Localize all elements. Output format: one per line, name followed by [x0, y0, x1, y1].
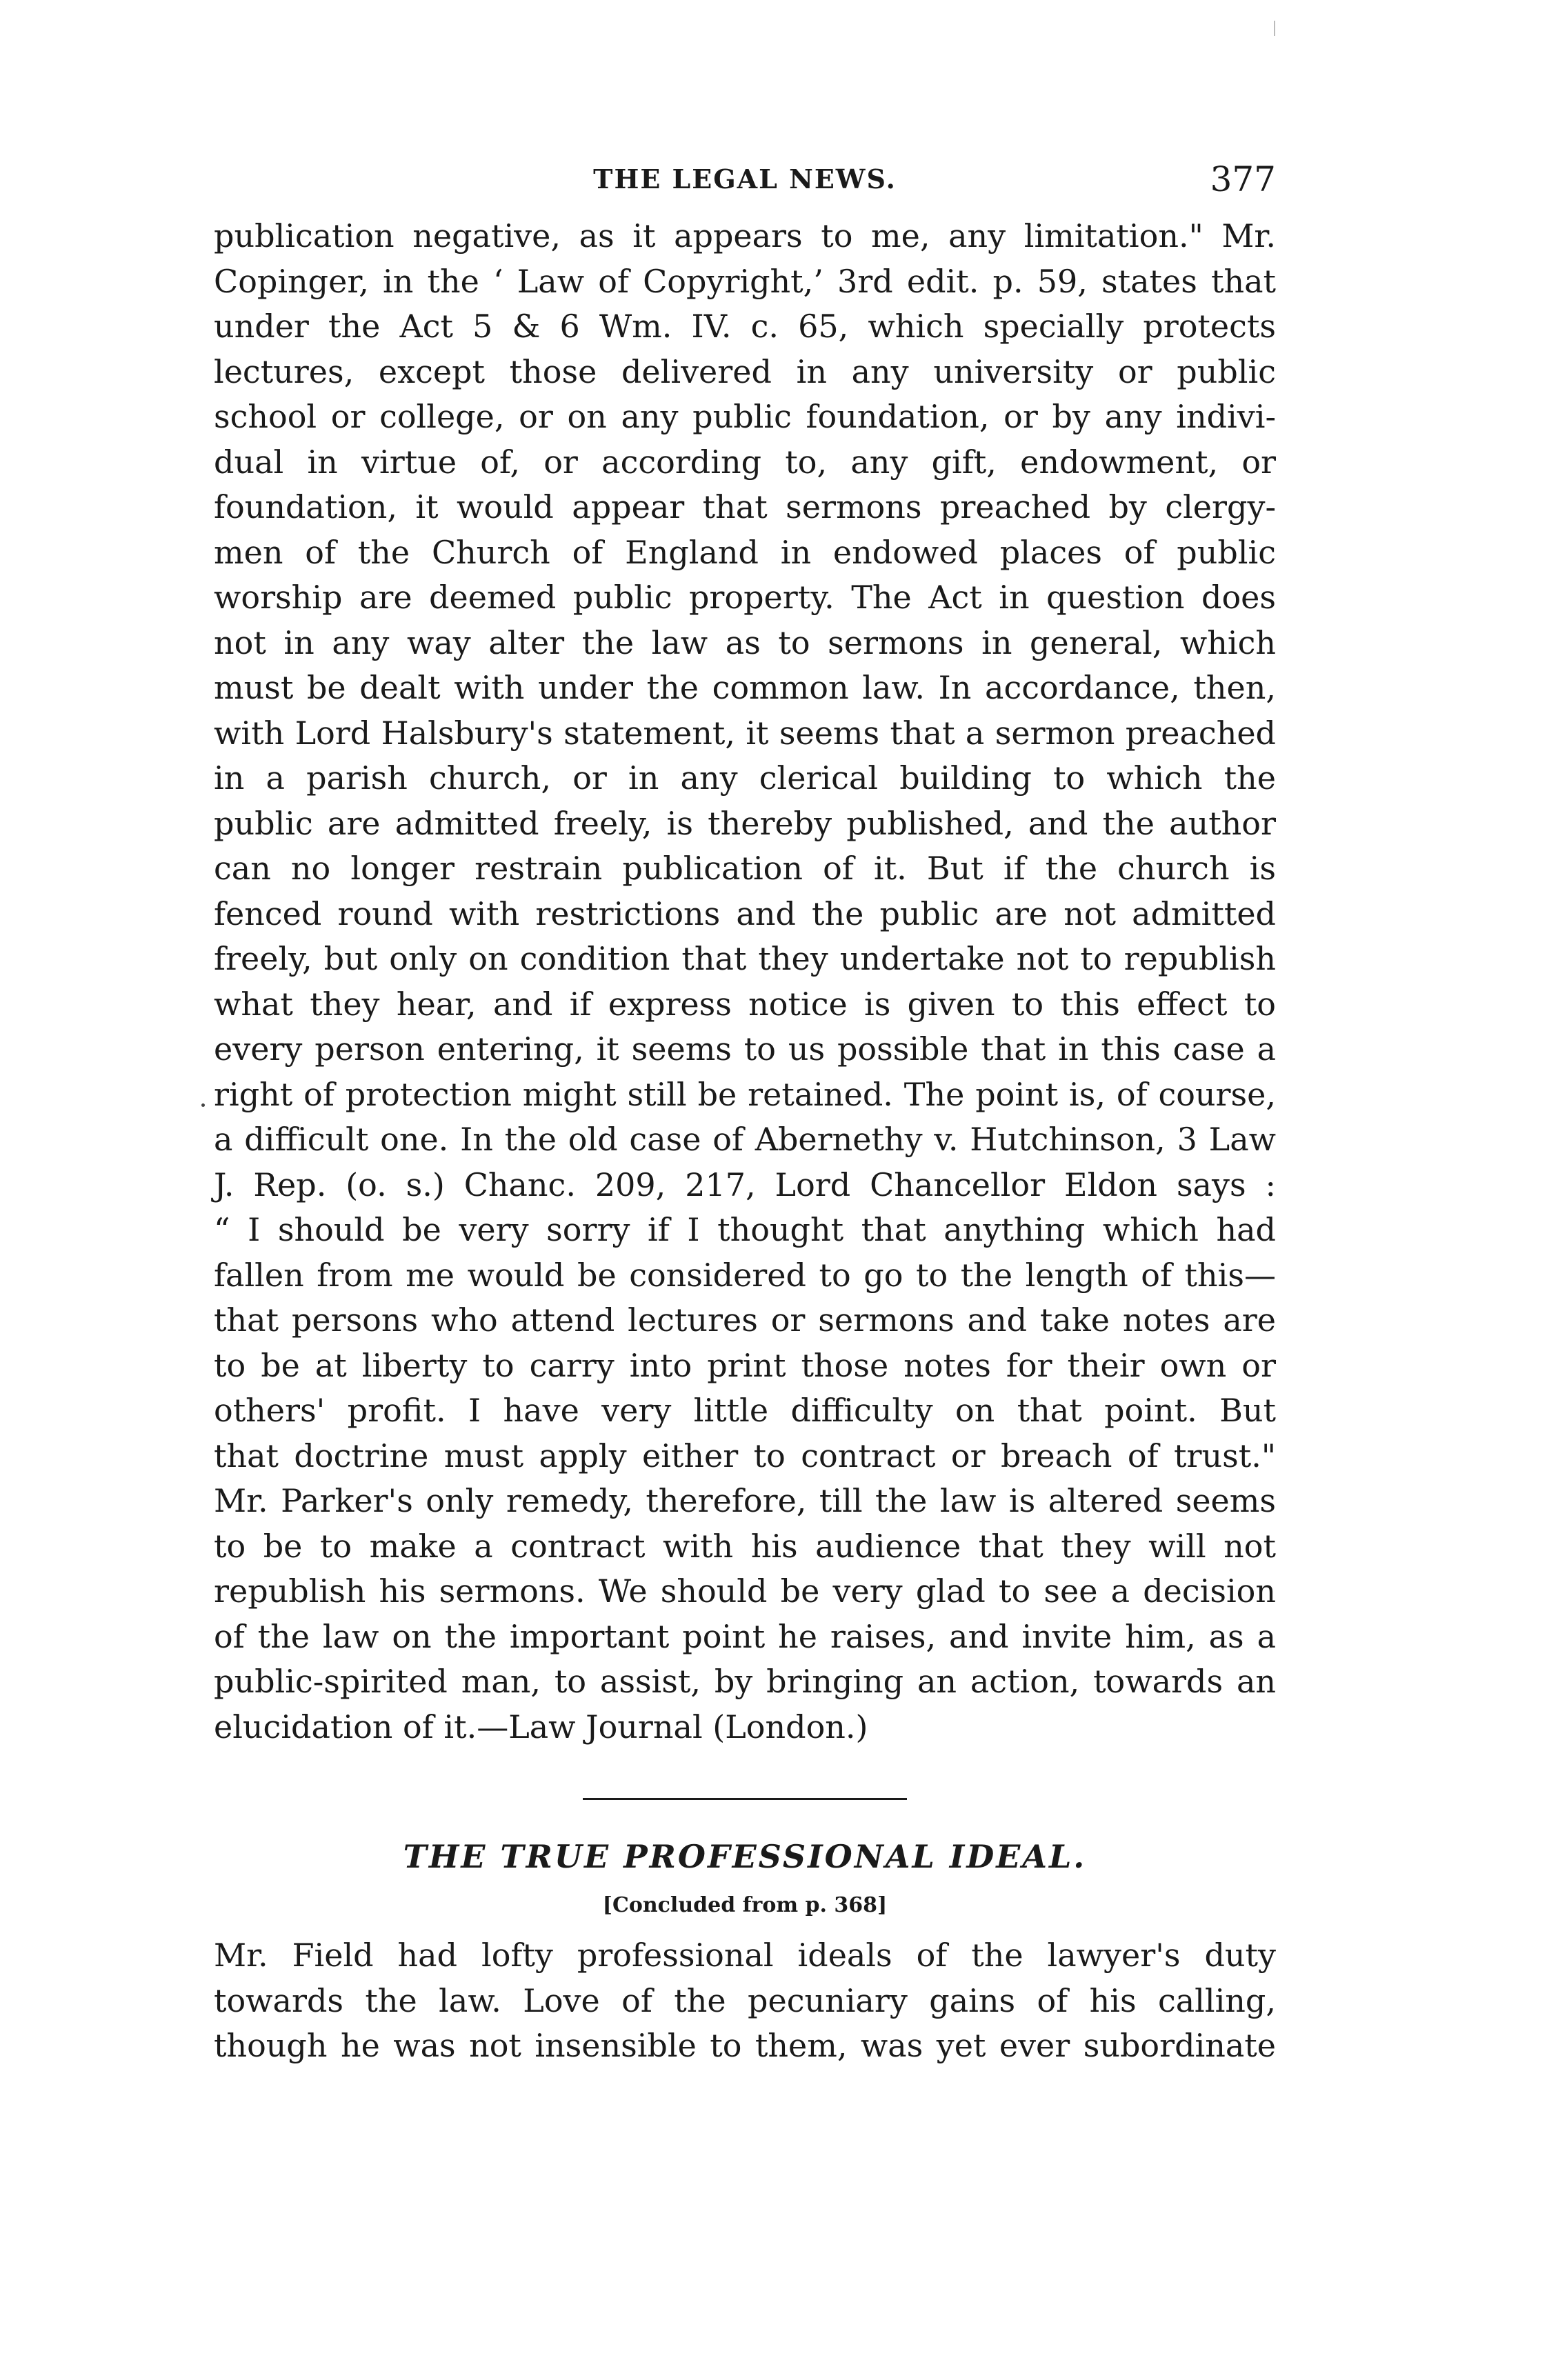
- text-line: under the Act 5 & 6 Wm. IV. c. 65, which specially protects: [214, 308, 1276, 345]
- text-line: J. Rep. (o. s.) Chanc. 209, 217, Lord Chancellor Eldon says :: [214, 1166, 1276, 1203]
- text-line: fenced round with restrictions and the public are not admitted: [214, 894, 1276, 932]
- text-line: though he was not insensible to them, was yet ever subordinate: [214, 2027, 1276, 2064]
- text-line: in a parish church, or in any clerical building to which the: [214, 759, 1276, 797]
- continuation-note: [Concluded from p. 368]: [602, 1893, 888, 1917]
- text-line: public-spirited man, to assist, by bringing an action, towards an: [214, 1663, 1276, 1700]
- text-line: to be at liberty to carry into print those notes for their own or: [214, 1346, 1276, 1384]
- text-line: must be dealt with under the common law. In accordance, then,: [214, 669, 1276, 706]
- text-line: can no longer restrain publication of it. But if the church is: [214, 850, 1276, 887]
- text-line: publication negative, as it appears to me, any limitation." Mr.: [214, 217, 1276, 254]
- running-header: [214, 159, 1276, 200]
- text-line: with Lord Halsbury's statement, it seems that a sermon preached: [214, 714, 1276, 752]
- text-line: dual in virtue of, or according to, any gift, endowment, or: [214, 443, 1276, 481]
- article-body-copyright-sermons: [214, 214, 1276, 1750]
- text-line: right of protection might still be retained. The point is, of course,: [214, 1075, 1276, 1113]
- text-line: Mr. Field had lofty professional ideals of the lawyer's duty: [214, 1937, 1276, 1974]
- text-line: men of the Church of England in endowed places of public: [214, 533, 1276, 571]
- text-line: towards the law. Love of the pecuniary gains of his calling,: [214, 1981, 1276, 2019]
- text-line: foundation, it would appear that sermons preached by clergy-: [214, 488, 1276, 526]
- text-line: Copinger, in the ‘ Law of Copyright,’ 3rd edit. p. 59, states that: [214, 262, 1276, 300]
- text-line: elucidation of it.—Law Journal (London.): [214, 1708, 868, 1746]
- text-line: public are admitted freely, is thereby published, and the author: [214, 804, 1276, 842]
- page: [214, 159, 1276, 2069]
- text-line: worship are deemed public property. The Act in question does: [214, 579, 1276, 616]
- text-line: school or college, or on any public foundation, or by any indivi-: [214, 398, 1276, 435]
- text-line: fallen from me would be considered to go to the length of this—: [214, 1256, 1276, 1294]
- text-line: of the law on the important point he raises, and invite him, as a: [214, 1617, 1276, 1655]
- text-line: what they hear, and if express notice is given to this effect to: [214, 985, 1276, 1023]
- section-divider: [583, 1798, 907, 1800]
- text-line: republish his sermons. We should be very glad to see a decision: [214, 1572, 1276, 1610]
- text-line: “ I should be very sorry if I thought that anything which had: [214, 1211, 1276, 1248]
- section-title: THE TRUE PROFESSIONAL IDEAL.: [403, 1838, 1087, 1875]
- text-line: not in any way alter the law as to sermons in general, which: [214, 623, 1276, 661]
- text-line: freely, but only on condition that they undertake not to republish: [214, 940, 1276, 977]
- scan-mark: [1274, 21, 1275, 36]
- article-body-professional-ideal: [214, 1933, 1276, 2069]
- text-line: lectures, except those delivered in any university or public: [214, 352, 1276, 390]
- text-line: that doctrine must apply either to contract or breach of trust.": [214, 1437, 1276, 1474]
- text-line: Mr. Parker's only remedy, therefore, till the law is altered seems: [214, 1482, 1276, 1519]
- text-line: to be to make a contract with his audience that they will not: [214, 1527, 1276, 1565]
- running-title: THE LEGAL NEWS.: [593, 163, 897, 194]
- text-line: a difficult one. In the old case of Abernethy v. Hutchinson, 3 Law: [214, 1121, 1276, 1158]
- text-line: others' profit. I have very little difficulty on that point. But: [214, 1392, 1276, 1429]
- page-number: 377: [1210, 159, 1276, 199]
- text-line: that persons who attend lectures or sermons and take notes are: [214, 1301, 1276, 1339]
- scan-speck: [201, 1103, 205, 1107]
- text-line: every person entering, it seems to us possible that in this case a: [214, 1030, 1276, 1068]
